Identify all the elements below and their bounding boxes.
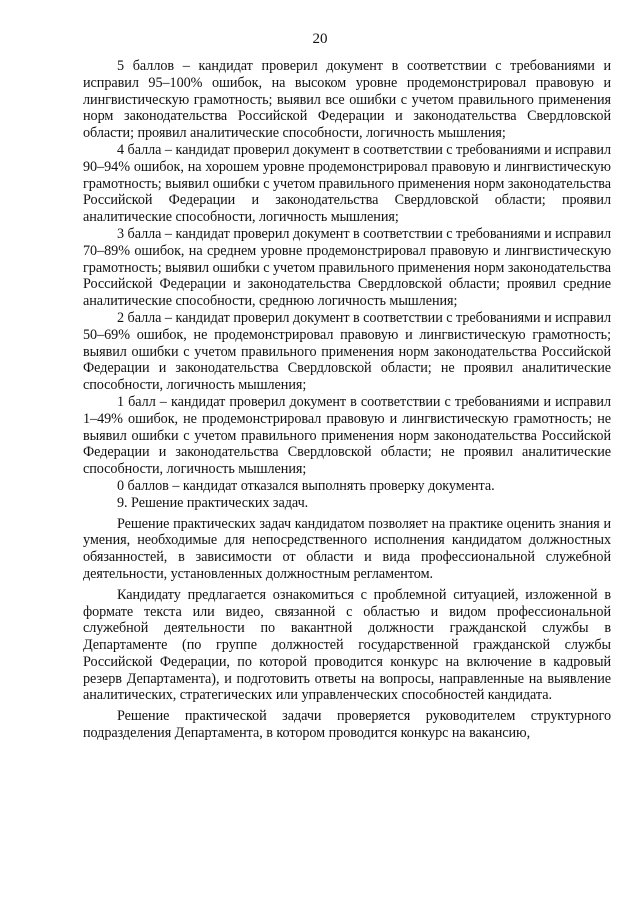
- paragraph-score-1: 1 балл – кандидат проверил документ в соответствии с требованиями и исправил 1–49% ошибок, не продемонстрировал правовую и лингвистическую грамотность; не выявил ошибки с учетом правильного применения норм законодательства Российской Федерации и законодательства Свердловской области; не проявил аналитические способности, логичность мышления;: [83, 393, 611, 478]
- paragraph-score-0: 0 баллов – кандидат отказался выполнять проверку документа.: [117, 477, 495, 494]
- paragraph-score-4: 4 балла – кандидат проверил документ в соответствии с требованиями и исправил 90–94% ошибок, на хорошем уровне продемонстрировал правовую и лингвистическую грамотность; выявил ошибки с учетом правильного применения норм законодательства Российской Федерации и законодательства Свердловской области; проявил аналитические способности, логичность мышления;: [83, 141, 611, 226]
- paragraph-score-2: 2 балла – кандидат проверил документ в соответствии с требованиями и исправил 50–69% ошибок, не продемонстрировал правовую и лингвистическую грамотность; выявил ошибки с учетом правильного применения норм законодательства Российской Федерации и законодательства Свердловской области; не проявил аналитические способности, логичность мышления;: [83, 309, 611, 394]
- paragraph-task-review: Решение практической задачи проверяется руководителем структурного подразделения Департамента, в котором проводится конкурс на вакансию,: [83, 708, 611, 742]
- paragraph-score-5: 5 баллов – кандидат проверил документ в соответствии с требованиями и исправил 95–100% ошибок, на высоком уровне продемонстрировал правовую и лингвистическую грамотность; выявил все ошибки с учетом правильного применения норм законодательства Российской Федерации и законодательства Свердловской области; проявил аналитические способности, логичность мышления;: [83, 58, 611, 142]
- section-heading: 9. Решение практических задач.: [117, 494, 309, 511]
- page-number: 20: [312, 31, 328, 47]
- paragraph-practical-tasks: Решение практических задач кандидатом позволяет на практике оценить знания и умения, необходимые для непосредственного исполнения кандидатом должностных обязанностей, в зависимости от области и вида профессиональной служебной деятельности, установленных должностным регламентом.: [83, 515, 611, 582]
- paragraph-problem-situation: Кандидату предлагается ознакомиться с проблемной ситуацией, изложенной в формате текста или видео, связанной с областью и видом профессиональной служебной деятельности по вакантной должности гражданской службы в Департаменте (по группе должностей государственной гражданской службы Российской Федерации, по которой проводится конкурс на включение в кадровый резерв Департамента), и подготовить ответы на вопросы, направленные на выявление аналитических, стратегических или управленческих способностей кандидата.: [83, 586, 611, 704]
- paragraph-score-3: 3 балла – кандидат проверил документ в соответствии с требованиями и исправил 70–89% ошибок, на среднем уровне продемонстрировал правовую и лингвистическую грамотность; выявил ошибки с учетом правильного применения норм законодательства Российской Федерации и законодательства Свердловской области; проявил средние аналитические способности, среднюю логичность мышления;: [83, 225, 611, 310]
- page-body: [83, 58, 611, 742]
